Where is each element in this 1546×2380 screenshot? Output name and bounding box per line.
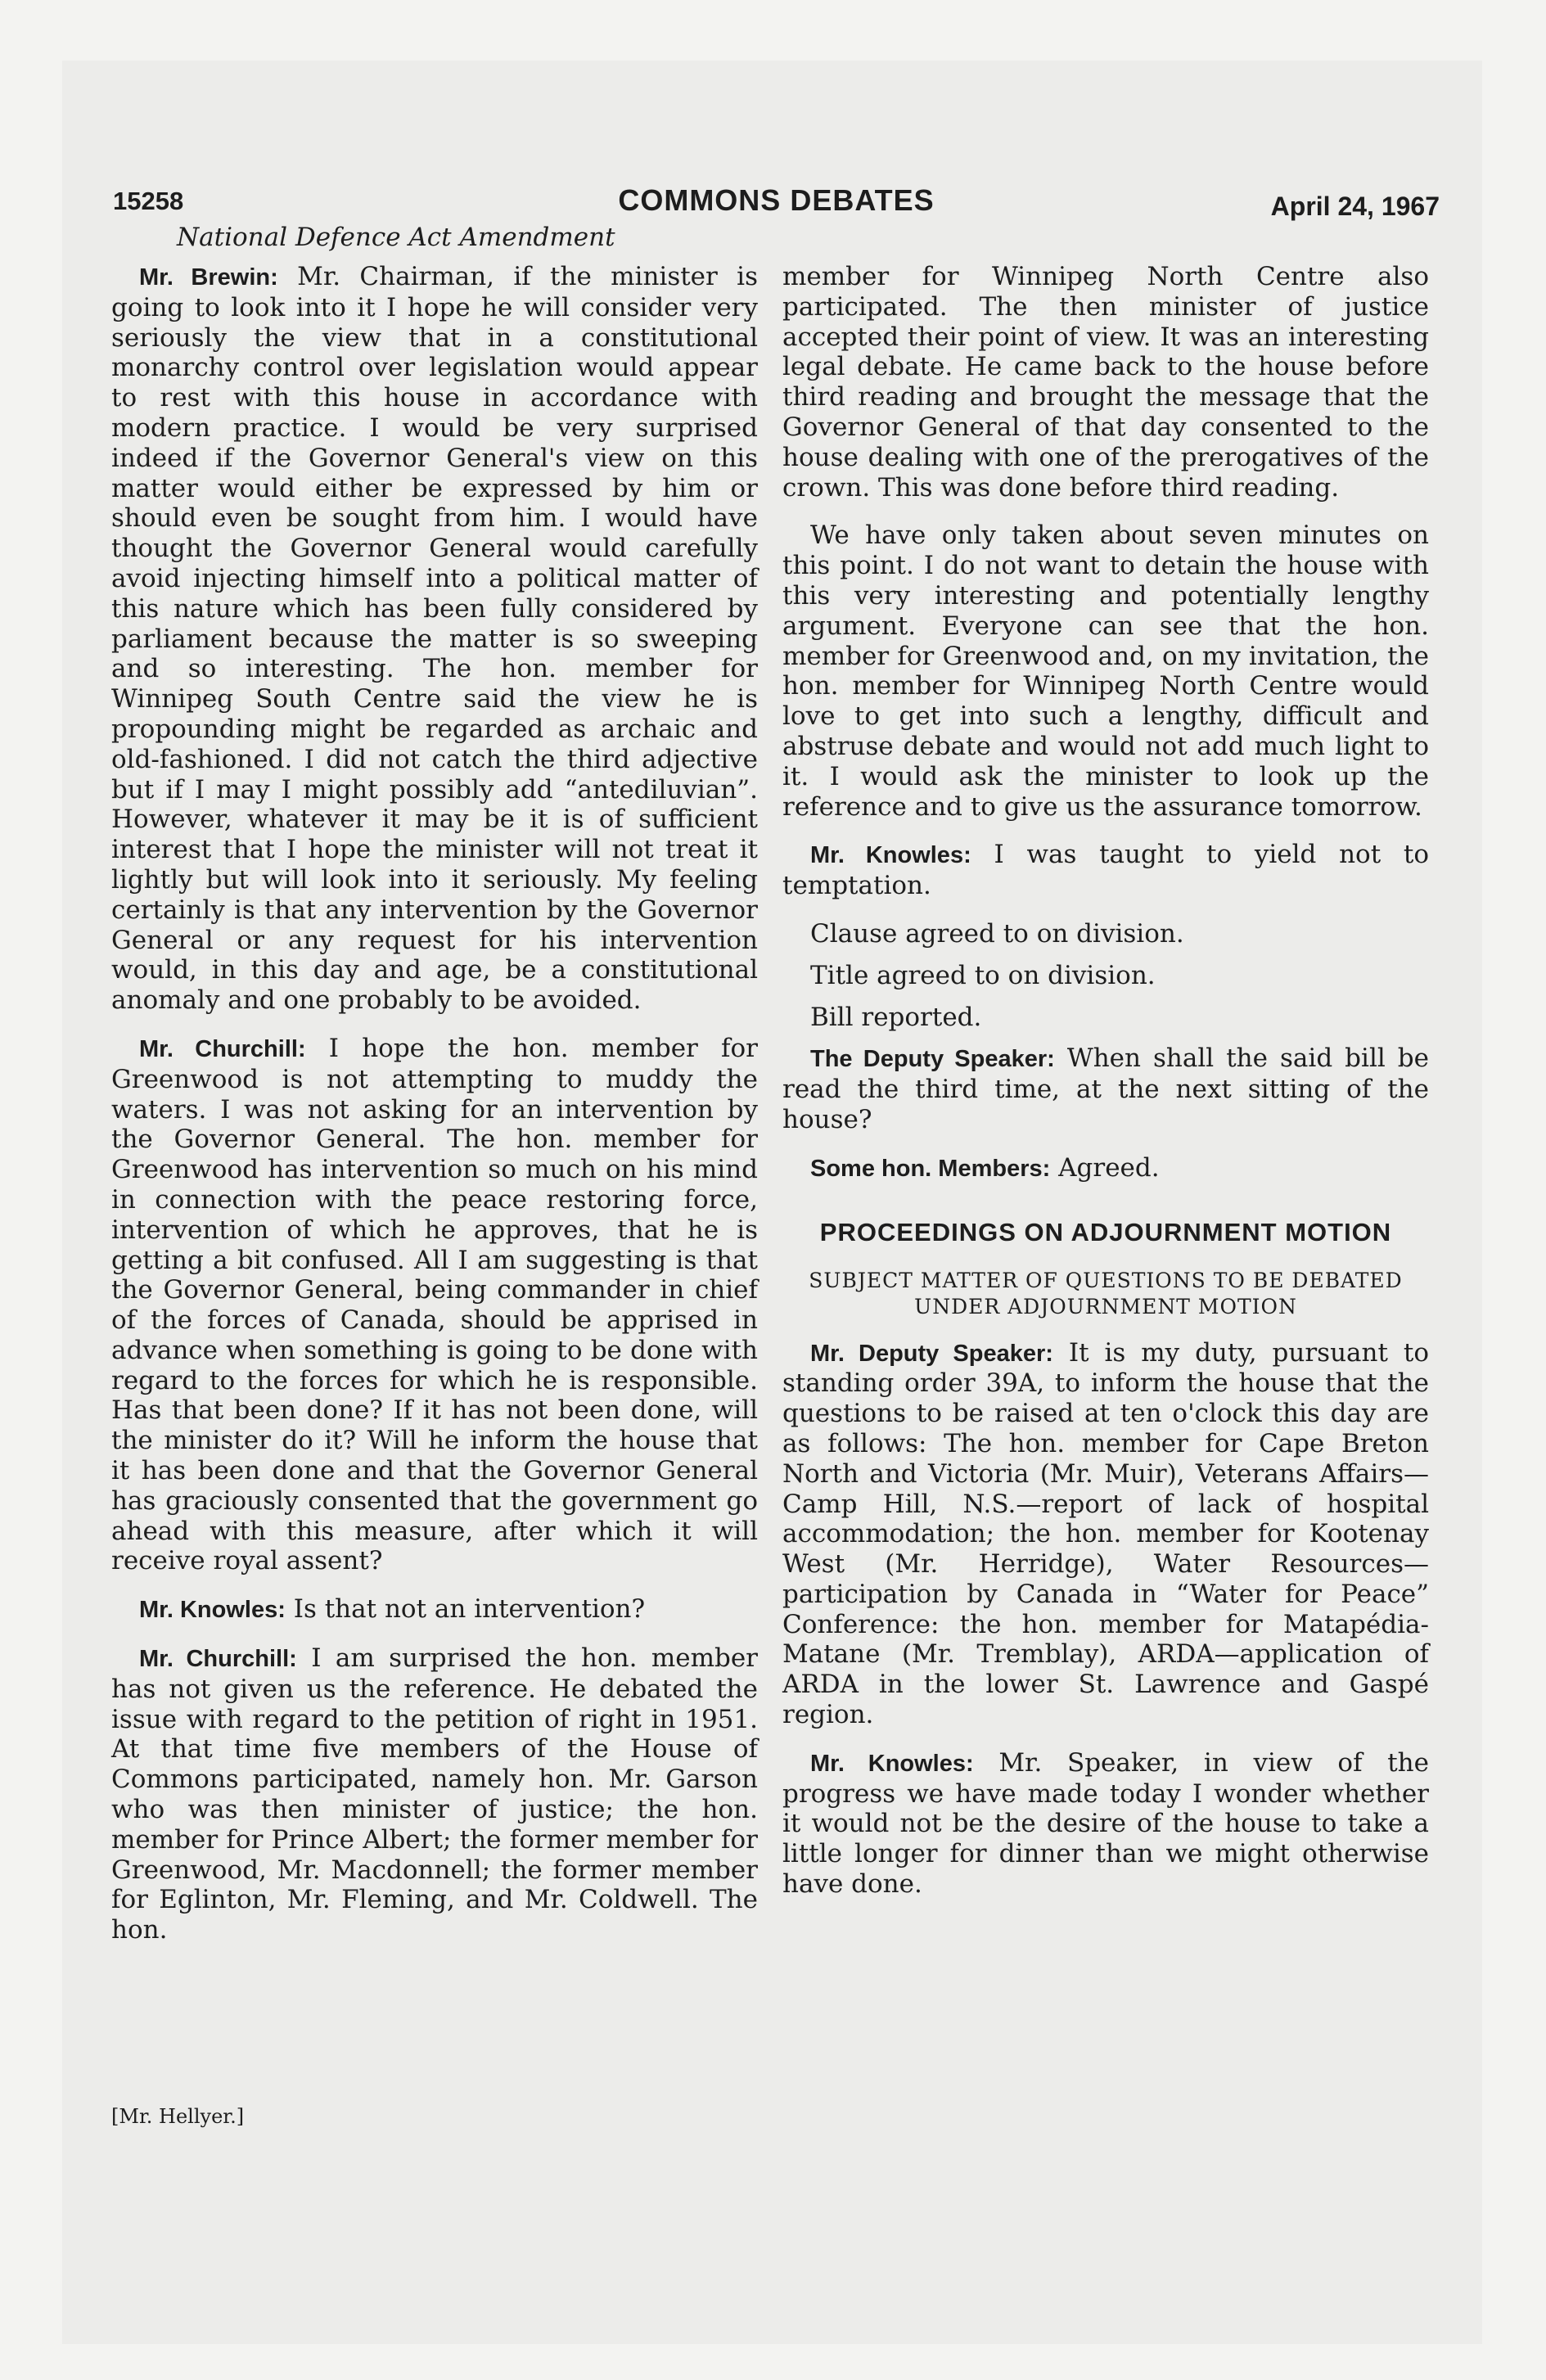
speech-text: Mr. Speaker, in view of the progress we have made today I wonder whether it would not be the desire of the house to take a little longer for dinner than we might otherwise have done. <box>782 1747 1429 1900</box>
speech-paragraph <box>782 1044 1429 1134</box>
speech-paragraph <box>111 262 758 1016</box>
page-number: 15258 <box>113 187 184 215</box>
publication-title: COMMONS DEBATES <box>618 183 935 217</box>
left-column <box>111 262 758 1963</box>
speech-text: I hope the hon. member for Greenwood is not attempting to muddy the waters. I was not asking for an intervention by the Governor General. The hon. member for Greenwood has intervention so much on his mind in connection with the peace restoring force, intervention of which he approves, that he is getting a bit confused. All I am suggesting is that the Governor General, being commander in chief of the forces of Canada, should be apprised in advance when something is going to be done with regard to the forces for which he is responsible. Has that been done? If it has not been done, will the minister do it? Will he inform the house that it has been done and that the Governor General has graciously consented that the government go ahead with this measure, after which it will receive royal assent? <box>111 1033 758 1576</box>
speech-paragraph <box>782 1153 1429 1184</box>
speech-paragraph <box>111 1643 758 1945</box>
speech-text: Mr. Chairman, if the minister is going to look into it I hope he will consider very seriously the view that in a constitutional monarchy control over legislation would appear to rest with this house in accordance with modern practice. I would be very surprised indeed if the Governor General's view on this matter would either be expressed by him or should even be sought from him. I would have thought the Governor General would carefully avoid injecting himself into a political matter of this nature which has been fully considered by parliament because the matter is so sweeping and so interesting. The hon. member for Winnipeg South Centre said the view he is propounding might be regarded as archaic and old-fashioned. I did not catch the third adjective but if I may I might possibly add “antediluvian”. However, whatever it may be it is of sufficient interest that I hope the minister will not treat it lightly but will look into it seriously. My feeling certainly is that any intervention by the Governor General or any request for his intervention would, in this day and age, be a constitutional anomaly and one probably to be avoided. <box>111 262 758 1016</box>
speaker-name: The Deputy Speaker: <box>810 1046 1055 1073</box>
procedure-note: Title agreed to on division. <box>810 960 1156 990</box>
page-header <box>113 180 1440 221</box>
speech-text: Agreed. <box>1058 1152 1160 1183</box>
speaker-name: Mr. Knowles: <box>810 1750 974 1777</box>
publication-date: April 24, 1967 <box>1270 192 1440 221</box>
speech-paragraph <box>111 1594 758 1625</box>
speech-paragraph <box>782 840 1429 901</box>
speaker-name: Mr. Churchill: <box>139 1646 297 1673</box>
running-title: National Defence Act Amendment <box>177 223 615 252</box>
right-column <box>782 262 1429 1918</box>
speech-text: I was taught to yield not to temptation. <box>782 840 1430 901</box>
speech-text: I am surprised the hon. member has not given us the reference. He debated the issue with regard to the petition of right in 1951. At that time five members of the House of Commons participated, namely hon. Mr. Garson who was then minister of justice; the hon. member for Prince Albert; the former member for Greenwood, Mr. Macdonnell; the former member for Eglinton, Mr. Fleming, and Mr. Coldwell. The hon. <box>111 1643 758 1945</box>
speaker-name: Some hon. Members: <box>810 1155 1051 1182</box>
speaker-name: Mr. Knowles: <box>810 842 971 869</box>
speaker-name: Mr. Churchill: <box>139 1035 306 1062</box>
speech-paragraph <box>782 1748 1429 1900</box>
speech-text: Is that not an intervention? <box>293 1594 646 1625</box>
speaker-name: Mr. Brewin: <box>139 264 278 291</box>
section-heading: PROCEEDINGS ON ADJOURNMENT MOTION <box>819 1217 1392 1246</box>
speaker-name: Mr. Knowles: <box>139 1597 286 1624</box>
continuation-paragraph: We have only taken about seven minutes on this point. I do not want to detain the house with this very interesting and potentially lengthy argument. Everyone can see that the hon. member for Greenwood and, on my invitation, the hon. member for Winnipeg North Centre would love to get into such a lengthy, difficult and abstruse debate and would not add much light to it. I would ask the minister to look up the reference and to give us the assurance tomorrow. <box>782 521 1429 822</box>
speech-text: It is my duty, pursuant to standing order 39A, to inform the house that the questions to be raised at ten o'clock this day are as follows: The hon. member for Cape Breton North and Victoria (Mr. Muir), Veterans Affairs—Camp Hill, N.S.—report of lack of hospital accommodation; the hon. member for Kootenay West (Mr. Herridge), Water Resources—participation by Canada in “Water for Peace” Conference: the hon. member for Matapédia-Matane (Mr. Tremblay), ARDA—application of ARDA in the lower St. Lawrence and Gaspé region. <box>782 1337 1429 1730</box>
procedure-note: Clause agreed to on division. <box>810 918 1184 949</box>
section-subheading: SUBJECT MATTER OF QUESTIONS TO BE DEBATED UNDER ADJOURNMENT MOTION <box>809 1268 1403 1318</box>
procedure-note: Bill reported. <box>810 1002 982 1032</box>
speech-text: When shall the said bill be read the third time, at the next sitting of the house? <box>782 1044 1429 1134</box>
footer-speaker-note: [Mr. Hellyer.] <box>111 2105 245 2128</box>
speech-paragraph <box>111 1034 758 1576</box>
speech-paragraph <box>782 1338 1429 1730</box>
continuation-paragraph: member for Winnipeg North Centre also participated. The then minister of justice accepted their point of view. It was an interesting legal debate. He came back to the house before third reading and brought the message that the Governor General of that day consented to the house dealing with one of the prerogatives of the crown. This was done before third reading. <box>782 262 1429 503</box>
speaker-name: Mr. Deputy Speaker: <box>810 1340 1053 1367</box>
